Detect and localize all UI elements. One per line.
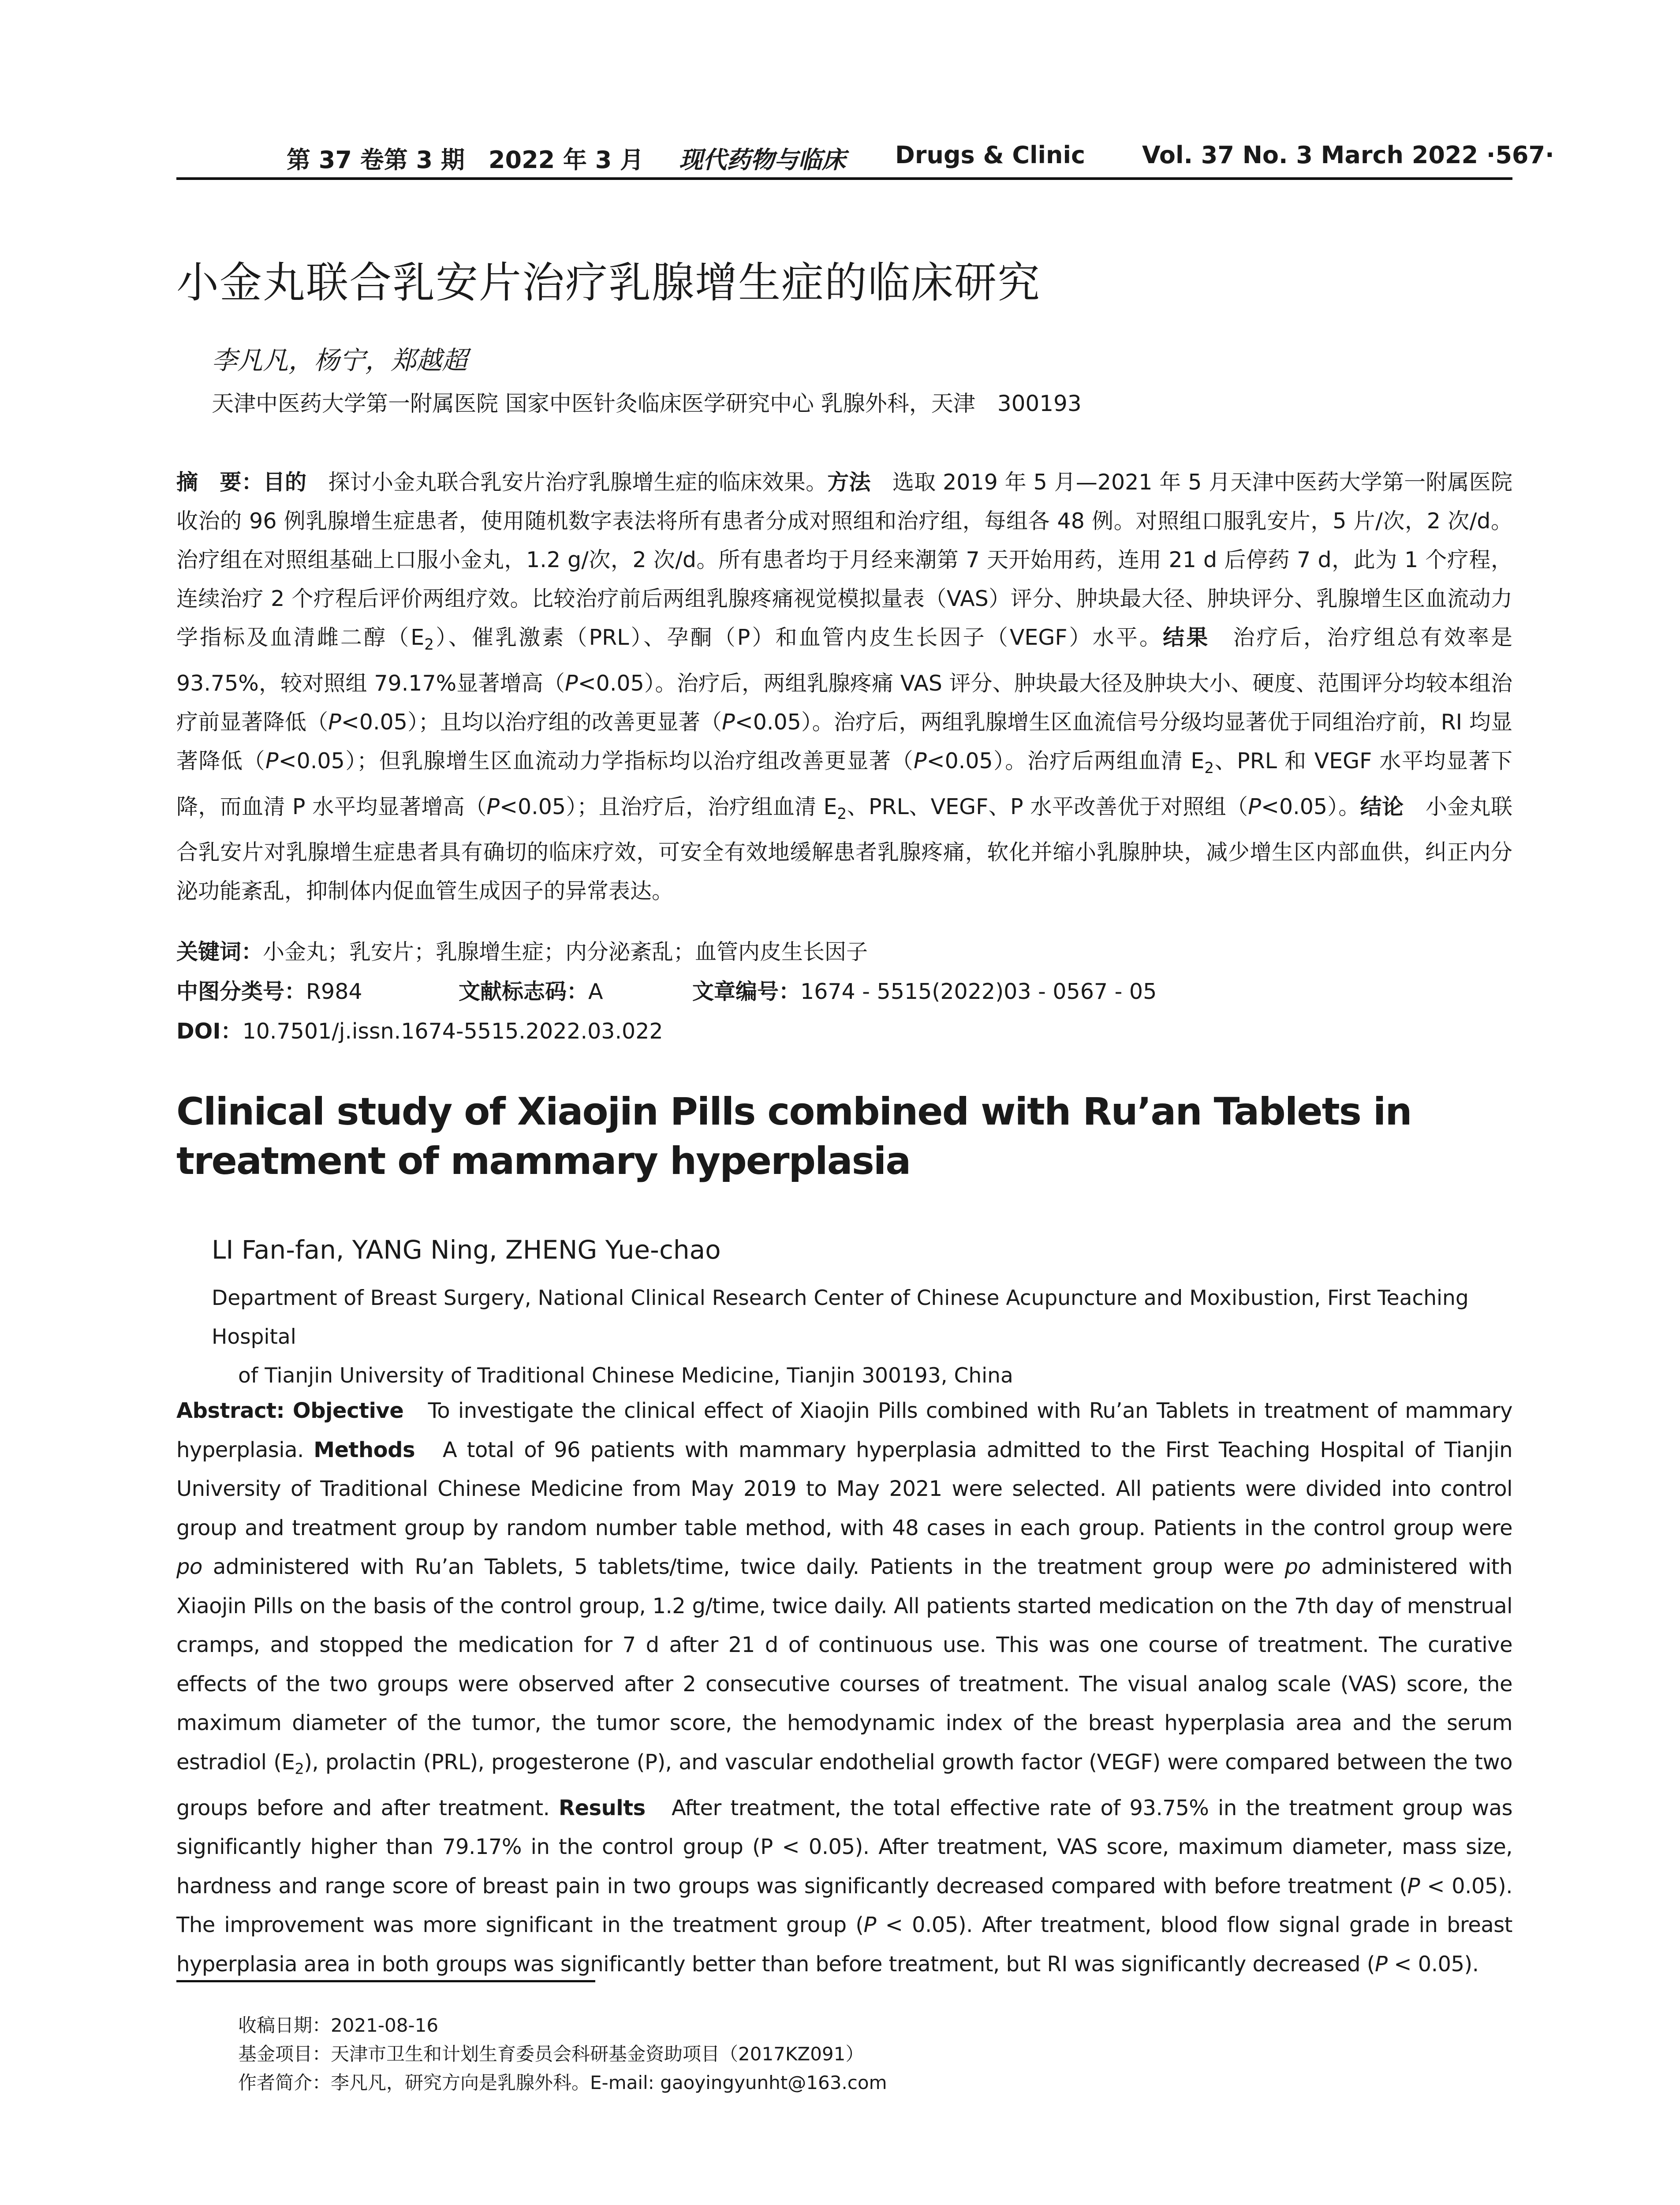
cn-keywords (176, 935, 868, 966)
en-authors: LI Fan-fan, YANG Ning, ZHENG Yue-chao (212, 1235, 721, 1265)
footnote-fund: 基金项目：天津市卫生和计划生育委员会科研基金资助项目（2017KZ091） (238, 2043, 864, 2065)
cn-results-label: 结果 (1163, 625, 1210, 650)
en-p-1: P (1407, 1873, 1420, 1899)
header-journal-en: Drugs & Clinic (895, 141, 1085, 169)
en-affiliation-line-2: of Tianjin University of Traditional Chinese Medicine, Tianjin 300193, China (238, 1364, 1013, 1388)
cn-abstract (176, 463, 1512, 911)
cn-results-d: <0.05）。治疗后，两组乳腺增生区血流信号分级均显著优于同组治疗前，RI 均显著降低（ (176, 709, 1512, 774)
en-objective-label: Objective (292, 1398, 404, 1423)
cn-p-3: P (722, 709, 735, 735)
cn-doi-label: DOI： (176, 1019, 243, 1044)
cn-methods-text: 选取 2019 年 5 月—2021 年 5 月天津中医药大学第一附属医院收治的 96 例乳腺增生症患者，使用随机数字表法将所有患者分成对照组和治疗组，每组各 48 例。对照组口服乳安片，5 片/次，2 次/d。治疗组在对照组基础上口服小金丸，1.2 g/次，2 次/d。所有患者均于月经来潮第 7 天开始用药，连用 21 d 后停药 7 d，此为 1 个疗程，连续治疗 2 个疗程后评价两组疗效。比较治疗前后两组乳腺疼痛视觉模拟量表（VAS）评分、肿块最大径、肿块评分、乳腺增生区血流动力学指标及血清雌二醇（E (176, 470, 1512, 650)
running-header (176, 141, 1554, 181)
cn-article-no-label: 文章编号： (692, 979, 801, 1004)
en-affiliation-line-1: Department of Breast Surgery, National Clinical Research Center of Chinese Acupuncture and Moxibustion, First Teaching Hospital (212, 1286, 1469, 1349)
header-issue: 第 37 卷第 3 期 2022 年 3 月 (287, 146, 644, 174)
cn-clc-label: 中图分类号： (176, 979, 306, 1004)
en-affiliation (212, 1279, 1512, 1395)
cn-doc-code: A (588, 979, 603, 1004)
footnote-author: 作者简介：李凡凡，研究方向是乳腺外科。E-mail: gaoyingyunht@163.com (238, 2072, 887, 2093)
cn-classification (176, 975, 1157, 1005)
cn-conclusion-text: 小金丸联合乳安片对乳腺增生症患者具有确切的临床疗效，可安全有效地缓解患者乳腺疼痛，软化并缩小乳腺肿块，减少增生区内部血供，纠正内分泌功能紊乱，抑制体内促血管生成因子的异常表达。 (176, 794, 1512, 904)
en-results-b: < 0.05). The improvement was more significant in the treatment group ( (176, 1873, 1512, 1938)
en-methods-label: Methods (314, 1437, 415, 1462)
cn-affiliation: 天津中医药大学第一附属医院 国家中医针灸临床医学研究中心 乳腺外科，天津 300193 (212, 391, 1082, 416)
cn-p-1: P (565, 670, 578, 696)
cn-objective-text: 探讨小金丸联合乳安片治疗乳腺增生症的临床效果。 (306, 470, 828, 495)
cn-methods-tail: ）、催乳激素（PRL）、孕酮（P）和血管内皮生长因子（VEGF）水平。 (434, 625, 1163, 650)
cn-article-no: 1674 - 5515(2022)03 - 0567 - 05 (800, 979, 1157, 1004)
cn-abstract-label: 摘 要： (176, 470, 263, 495)
header-journal-cn: 现代药物与临床 (679, 146, 846, 174)
footnote-received: 收稿日期：2021-08-16 (238, 2014, 439, 2036)
cn-keywords-text: 小金丸；乳安片；乳腺增生症；内分泌紊乱；血管内皮生长因子 (263, 939, 868, 964)
en-po-1: po (176, 1555, 202, 1579)
cn-results-g: 、PRL 和 VEGF 水平均显著下降，而血清 P 水平均显著增高（ (176, 748, 1512, 819)
cn-results-f: <0.05）。治疗后两组血清 E (926, 748, 1205, 774)
en-abstract-label: Abstract: (176, 1398, 285, 1423)
en-p-3: P (1374, 1951, 1388, 1977)
cn-results-a: 治疗后，治疗组总有效率是 93.75%，较对照组 79.17%显著增高（ (176, 625, 1512, 696)
cn-keywords-label: 关键词： (176, 939, 263, 964)
footnote-rule (176, 1980, 595, 1982)
en-methods-a: A total of 96 patients with mammary hyperplasia admitted to the First Teaching Hospital of Tianjin University of Traditional Chinese Medicine from May 2019 to May 2021 were selected. All patients were divided into control group and treatment group by random number table method, with 48 cases in each group. Patients in the control group were (176, 1437, 1512, 1540)
cn-p-4: P (265, 748, 279, 774)
en-results-c: < 0.05). After treatment, blood flow signal grade in breast hyperplasia area in both groups was significantly better than before treatment, but RI was significantly decreased ( (176, 1913, 1512, 1977)
cn-doi (176, 1014, 663, 1045)
cn-p-5: P (913, 748, 927, 774)
en-methods-c: administered with Xiaojin Pills on the basis of the control group, 1.2 g/time, twice daily. All patients started medication on the 7th day of menstrual cramps, and stopped the medication for 7 d after 21 d of continuous use. This was one course of treatment. The curative effects of the two groups were observed after 2 consecutive courses of treatment. The visual analog scale (VAS) score, the maximum diameter of the tumor, the tumor score, the hemodynamic index of the breast hyperplasia area and the serum estradiol (E (176, 1555, 1513, 1775)
cn-results-b: <0.05）。治疗后，两组乳腺疼痛 VAS 评分、肿块最大径及肿块大小、硬度、范围评分均较本组治疗前显著降低（ (176, 670, 1512, 735)
en-po-2: po (1284, 1555, 1311, 1579)
cn-results-j: <0.05）。 (1261, 794, 1360, 819)
cn-p-7: P (1248, 794, 1261, 819)
en-abstract (176, 1391, 1512, 1984)
cn-methods-label: 方法 (827, 470, 871, 495)
en-results-d: < 0.05). (1387, 1951, 1479, 1977)
cn-p-6: P (486, 794, 500, 819)
en-p-2: P (863, 1913, 876, 1938)
en-methods-b: administered with Ru’an Tablets, 5 tablets/time, twice daily. Patients in the treatment group were (202, 1555, 1285, 1579)
cn-results-c: <0.05）；且均以治疗组的改善更显著（ (341, 709, 722, 735)
cn-results-h: <0.05）；且治疗后，治疗组血清 E (499, 794, 837, 819)
cn-methods-sub: 2 (424, 635, 434, 654)
cn-authors: 李凡凡，杨宁，郑越超 (212, 345, 468, 375)
en-title: Clinical study of Xiaojin Pills combined with Ru’an Tablets in treatment of mammary hyperplasia (176, 1090, 1411, 1183)
header-rule (176, 177, 1512, 180)
en-results-label: Results (558, 1795, 646, 1820)
cn-doc-code-label: 文献标志码： (459, 979, 589, 1004)
cn-objective-label: 目的 (263, 470, 307, 495)
cn-results-sub-2: 2 (837, 805, 847, 823)
cn-results-e: <0.05）；但乳腺增生区血流动力学指标均以治疗组改善更显著（ (278, 748, 914, 774)
en-results-a: After treatment, the total effective rate of 93.75% in the treatment group was significantly higher than 79.17% in the control group (P < 0.05). After treatment, VAS score, maximum diameter, mass size, hardness and range score of breast pain in two groups was significantly decreased compared with before treatment ( (176, 1795, 1512, 1899)
cn-doi-value: 10.7501/j.issn.1674-5515.2022.03.022 (242, 1019, 663, 1044)
header-volume-page: Vol. 37 No. 3 March 2022 ·567· (1142, 141, 1554, 169)
en-methods-d: ), prolactin (PRL), progesterone (P), and vascular endothelial growth factor (VEGF) were compared between the two groups before and after treatment. (176, 1749, 1513, 1820)
cn-title: 小金丸联合乳安片治疗乳腺增生症的临床研究 (176, 258, 1041, 307)
cn-results-i: 、PRL、VEGF、P 水平改善优于对照组（ (847, 794, 1248, 819)
en-methods-sub: 2 (295, 1760, 304, 1778)
cn-conclusion-label: 结论 (1360, 794, 1404, 819)
cn-clc: R984 (306, 979, 362, 1004)
cn-results-sub-1: 2 (1204, 759, 1214, 777)
cn-p-2: P (328, 709, 341, 735)
en-objective-text: To investigate the clinical effect of Xiaojin Pills combined with Ru’an Tablets in treatment of mammary hyperplasia. (176, 1398, 1512, 1462)
